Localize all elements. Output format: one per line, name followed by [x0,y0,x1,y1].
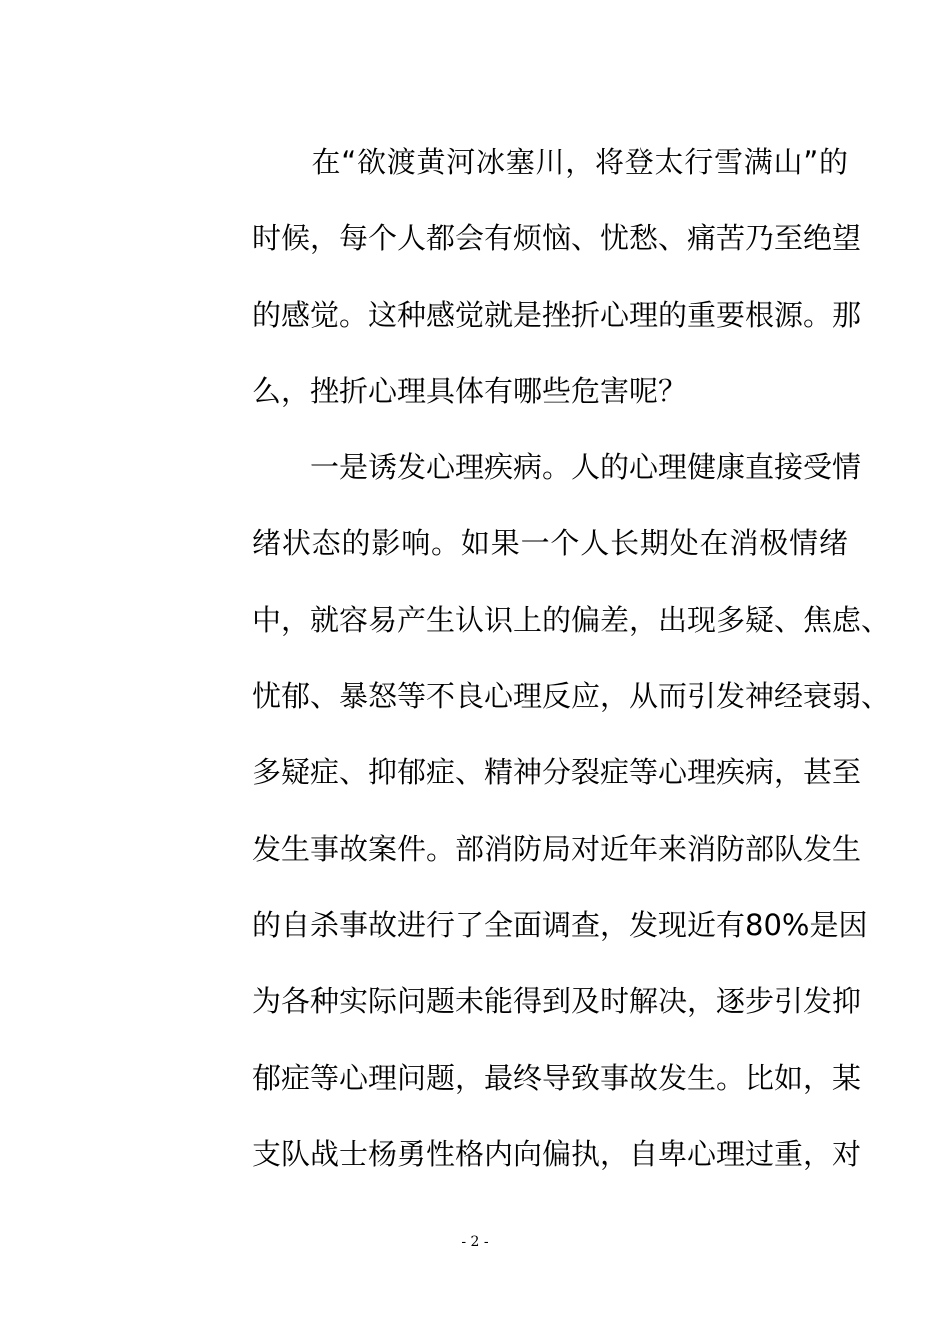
text-line: 郁症等心理问题，最终导致事故发生。比如，某 [252,1060,862,1095]
text-line: 多疑症、抑郁症、精神分裂症等心理疾病，甚至 [252,755,862,790]
body-text [252,124,891,1192]
text-line: 绪状态的影响。如果一个人长期处在消极情绪 [252,526,848,561]
page-number: - 2 - [461,1234,489,1250]
text-line: 的感觉。这种感觉就是挫折心理的重要根源。那 [252,297,862,332]
text-line: 时候，每个人都会有烦恼、忧愁、痛苦乃至绝望 [252,221,862,256]
text-line: 中，就容易产生认识上的偏差，出现多疑、焦虑、 [252,602,891,637]
text-line: 的自杀事故进行了全面调查，发现近有80%是因 [252,907,868,942]
text-line: 一是诱发心理疾病。人的心理健康直接受情 [252,450,862,485]
text-line: 忧郁、暴怒等不良心理反应，从而引发神经衰弱、 [252,679,891,714]
text-line: 么，挫折心理具体有哪些危害呢？ [252,373,688,408]
text-line: 为各种实际问题未能得到及时解决，逐步引发抑 [252,984,862,1019]
text-line: 支队战士杨勇性格内向偏执，自卑心理过重，对 [252,1136,862,1171]
text-line: 发生事故案件。部消防局对近年来消防部队发生 [252,831,862,866]
text-line: 在“欲渡黄河冰塞川，将登太行雪满山”的 [252,145,848,179]
